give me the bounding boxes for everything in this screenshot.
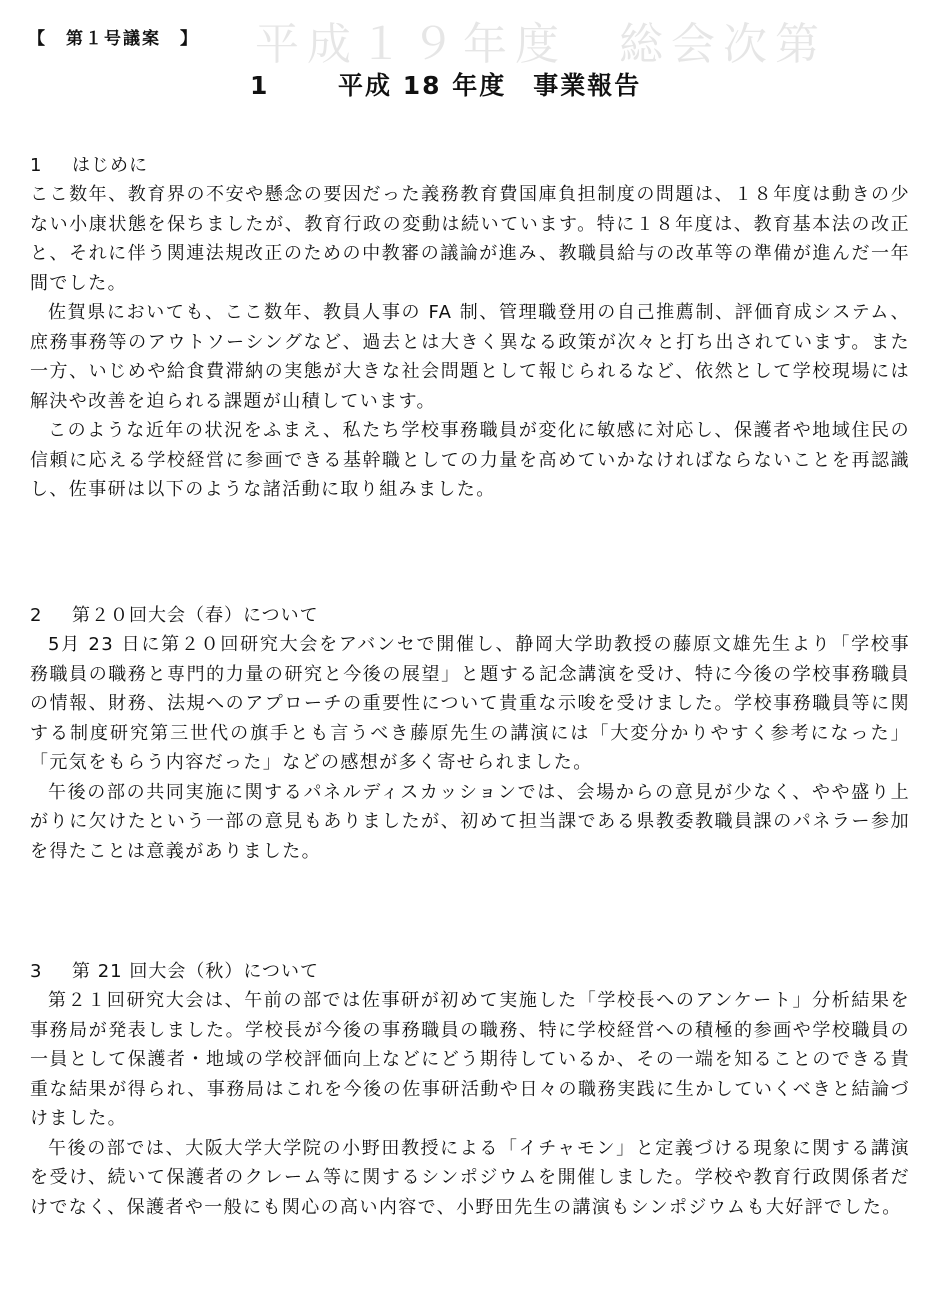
section-heading (30, 958, 910, 986)
paragraph: このような近年の状況をふまえ、私たち学校事務職員が変化に敏感に対応し、保護者や地域住民の信頼に応える学校経営に参画できる基幹職としての力量を高めていかなければならないことを再認識し、佐事研は以下のような諸活動に取り組みました。 (30, 420, 910, 500)
paragraph: 佐賀県においても、ここ数年、教員人事の FA 制、管理職登用の自己推薦制、評価育成システム、庶務事務等のアウトソーシングなど、過去とは大きく異なる政策が次々と打ち出されています。また一方、いじめや給食費滞納の実態が大きな社会問題として報じられるなど、依然として学校現場には解決や改善を迫られる課題が山積しています。 (30, 302, 910, 412)
agenda-label: 【 第１号議案 】 (28, 29, 199, 49)
section-number: 1 (30, 155, 43, 176)
paragraph: 午後の部では、大阪大学大学院の小野田教授による「イチャモン」と定義づける現象に関する講演を受け、続いて保護者のクレーム等に関するシンポジウムを開催しました。学校や教育行政関係者だけでなく、保護者や一般にも関心の高い内容で、小野田先生の講演もシンポジウムも大好評でした。 (30, 1137, 910, 1218)
paragraph: 午後の部の共同実施に関するパネルディスカッションでは、会場からの意見が少なく、やや盛り上がりに欠けたという一部の意見もありましたが、初めて担当課である県教委教職員課のパネラー参加を得たことは意義がありました。 (30, 781, 910, 862)
section-introduction (30, 152, 910, 505)
section-heading (30, 602, 910, 630)
paragraph: ここ数年、教育界の不安や懸念の要因だった義務教育費国庫負担制度の問題は、１８年度は動きの少ない小康状態を保ちましたが、教育行政の変動は続いています。特に１８年度は、教育基本法の改正と、それに伴う関連法規改正のための中教審の議論が進み、教職員給与の改革等の準備が進んだ一年間でした。 (30, 184, 910, 294)
section-heading (30, 152, 910, 180)
section-number: 3 (30, 961, 43, 982)
bleed-through-text: 平成１９年度 総会次第 (255, 19, 827, 70)
section-autumn-convention (30, 958, 910, 1222)
title-number: 1 (250, 71, 270, 100)
section-spring-convention (30, 602, 910, 866)
section-heading-text: 第２０回大会（春）について (72, 605, 319, 626)
paragraph: 5月 23 日に第２０回研究大会をアバンセで開催し、静岡大学助教授の藤原文雄先生より「学校事務職員の職務と専門的力量の研究と今後の展望」と題する記念講演を受け、特に今後の学校事務職員の情報、財務、法規へのアプローチの重要性について貴重な示唆を受けました。学校事務職員等に関する制度研究第三世代の旗手とも言うべき藤原先生の講演には「大変分かりやすく参考になった」「元気をもらう内容だった」などの感想が多く寄せられました。 (30, 634, 910, 773)
title-text: 平成 18 年度 事業報告 (338, 71, 642, 100)
section-heading-text: はじめに (72, 155, 148, 176)
page-title (250, 66, 641, 102)
section-heading-text: 第 21 回大会（秋）について (72, 961, 319, 982)
section-number: 2 (30, 605, 43, 626)
paragraph: 第２１回研究大会は、午前の部では佐事研が初めて実施した「学校長へのアンケート」分析結果を事務局が発表しました。学校長が今後の事務職員の職務、特に学校経営への積極的参画や学校職員の一員として保護者・地域の学校評価向上などにどう期待しているか、その一端を知ることのできる貴重な結果が得られ、事務局はこれを今後の佐事研活動や日々の職務実践に生かしていくべきと結論づけました。 (30, 990, 910, 1129)
